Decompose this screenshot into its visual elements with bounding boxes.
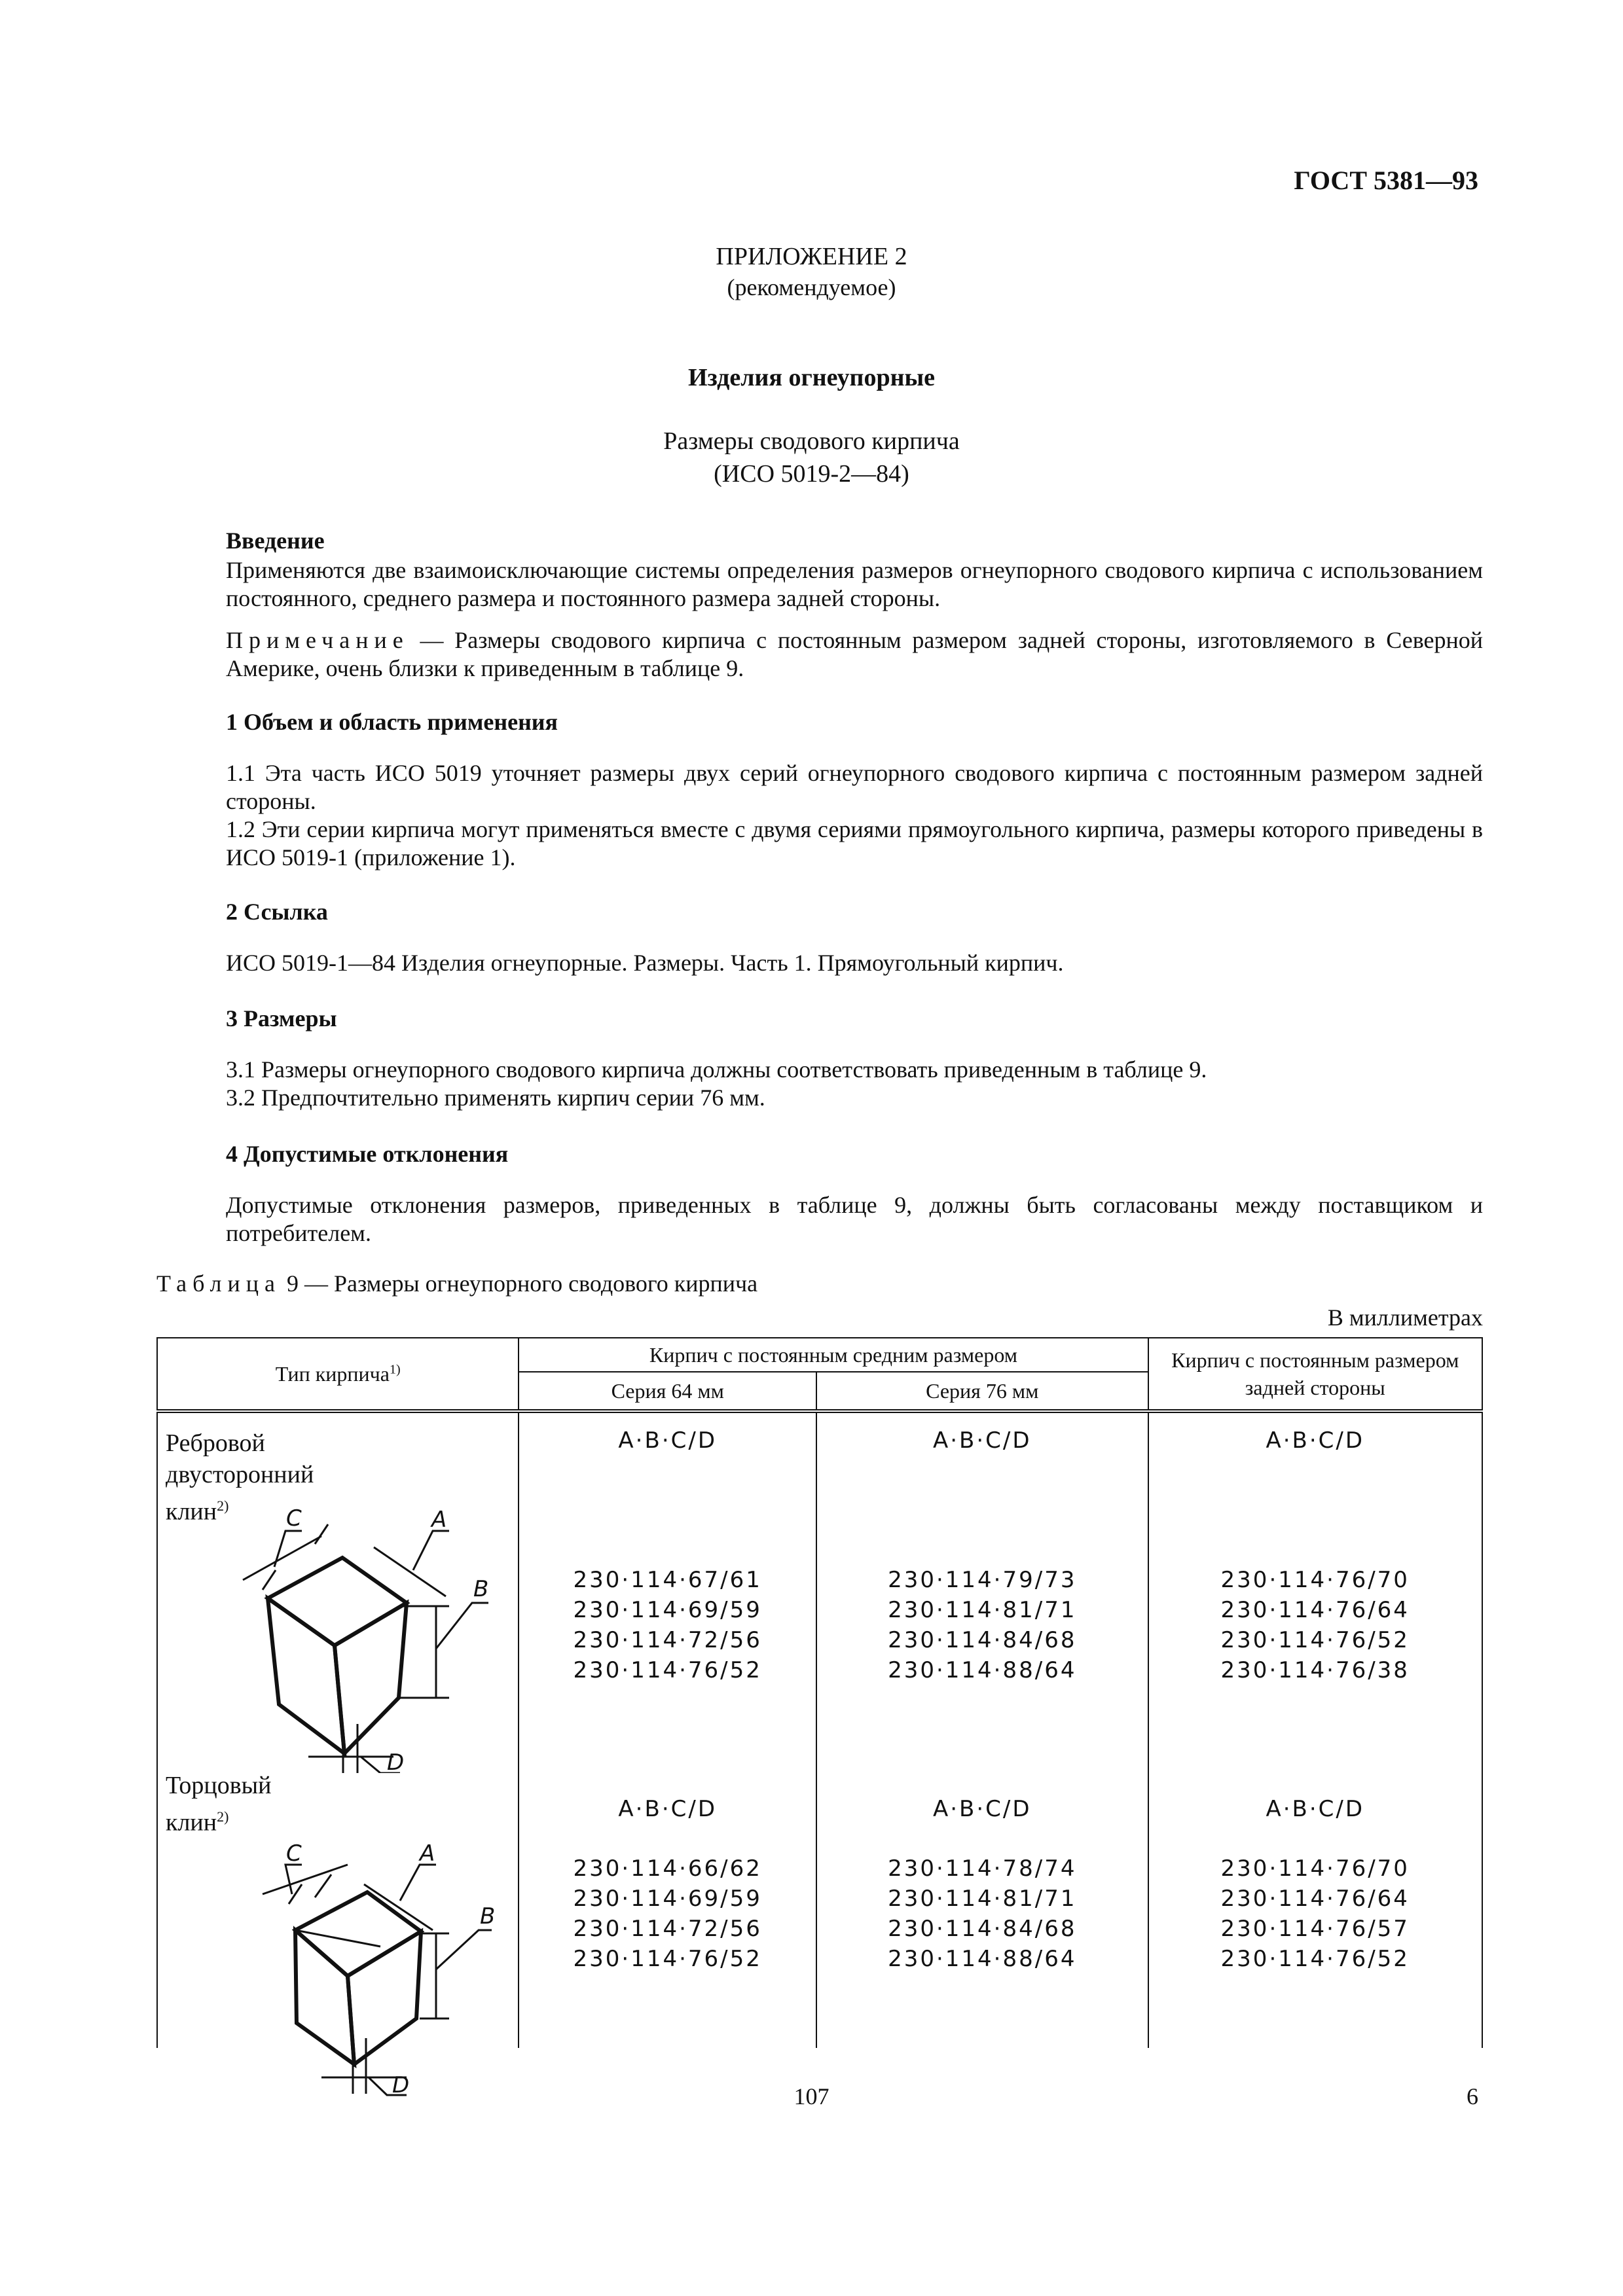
formula-label: A·B·C/D xyxy=(618,1796,717,1822)
note-text: — Размеры сводового кирпича с постоянным размером задней стороны, изготовляемого в Северной Америке, очень близки к приведенным в таблице 9. xyxy=(226,627,1483,681)
type-label: Торцовый клин$^{2)}$ xyxy=(166,1772,272,1837)
sheet-number: 6 xyxy=(1467,2083,1478,2109)
formula-label: A·B·C/D xyxy=(932,1427,1032,1454)
header-type: Тип кирпича$^{1)}$ xyxy=(157,1338,519,1411)
section-3-1: 3.1 Размеры огнеупорного сводового кирпича должны соответствовать приведенным в таблице 9. xyxy=(226,1056,1207,1083)
label-c: C xyxy=(286,1505,302,1532)
appendix-title: ПРИЛОЖЕНИЕ 2 xyxy=(716,243,907,270)
section-1-2: 1.2 Эти серии кирпича могут применяться вместе с двумя сериями прямоугольного кирпича, размеры которого приведены в ИСО 5019-1 (приложение 1). xyxy=(226,816,1483,870)
edge-wedge-diagram xyxy=(223,1498,511,1773)
values-list: 230·114·67/61 230·114·69/59 230·114·72/56 230·114·76/52 xyxy=(573,1567,762,1683)
label-a: A xyxy=(420,1840,435,1867)
caption-text: 9 — Размеры огнеупорного сводового кирпича xyxy=(280,1270,758,1297)
table-row xyxy=(157,1411,1482,1770)
cell-series-64 xyxy=(519,1411,816,1770)
values-list: 230·114·79/73 230·114·81/71 230·114·84/68 230·114·88/64 xyxy=(888,1567,1077,1683)
label-b: B xyxy=(473,1576,489,1602)
iso-reference: (ИСО 5019-2—84) xyxy=(714,460,909,488)
type-label: Ребровой двусторонний клин$^{2)}$ xyxy=(166,1429,314,1526)
table-caption xyxy=(156,1270,757,1297)
cell-series-76 xyxy=(816,1411,1148,1770)
values-list: 230·114·76/70 230·114·76/64 230·114·76/52 230·114·76/38 xyxy=(1220,1567,1410,1683)
formula-label: A·B·C/D xyxy=(1266,1427,1365,1454)
header-const-mean: Кирпич с постоянным средним размером xyxy=(519,1338,1148,1372)
formula-label: A·B·C/D xyxy=(1266,1796,1365,1822)
standard-number: ГОСТ 5381—93 xyxy=(1294,166,1478,195)
section-4-text: Допустимые отклонения размеров, приведенных в таблице 9, должны быть согласованы между поставщиком и потребителем. xyxy=(226,1192,1483,1246)
section-4-heading: 4 Допустимые отклонения xyxy=(226,1141,509,1167)
table-row xyxy=(157,1770,1482,2048)
note-label: Примечание xyxy=(226,627,409,653)
header-const-back: Кирпич с постоянным размером задней стороны xyxy=(1148,1338,1483,1411)
end-wedge-diagram xyxy=(223,1839,511,2100)
cell-const-back xyxy=(1148,1411,1483,1770)
values-list: 230·114·66/62 230·114·69/59 230·114·72/56 230·114·76/52 xyxy=(573,1856,762,1972)
section-3-2: 3.2 Предпочтительно применять кирпич серии 76 мм. xyxy=(226,1085,765,1111)
section-1-1: 1.1 Эта часть ИСО 5019 уточняет размеры двух серий огнеупорного сводового кирпича с постоянным размером задней стороны. xyxy=(226,760,1483,814)
cell-series-76 xyxy=(816,1770,1148,2048)
cell-series-64 xyxy=(519,1770,816,2048)
appendix-subtitle: (рекомендуемое) xyxy=(727,274,896,300)
header-series-76: Серия 76 мм xyxy=(816,1372,1148,1411)
intro-note xyxy=(226,626,1483,683)
doc-subtitle: Размеры сводового кирпича xyxy=(663,427,960,455)
doc-title: Изделия огнеупорные xyxy=(687,364,936,391)
formula-label: A·B·C/D xyxy=(618,1427,717,1454)
caption-label: Таблица xyxy=(156,1270,281,1297)
intro-paragraph: Применяются две взаимоисключающие системы определения размеров огнеупорного сводового кирпича с использованием постоянного, среднего размера и постоянного размера задней стороны. xyxy=(226,557,1483,611)
section-2-heading: 2 Ссылка xyxy=(226,899,328,925)
label-a: A xyxy=(431,1507,447,1533)
page-number: 107 xyxy=(793,2083,830,2109)
section-3-heading: 3 Размеры xyxy=(226,1005,337,1031)
row-type-end-wedge xyxy=(157,1770,519,2098)
label-b: B xyxy=(480,1903,496,1929)
label-c: C xyxy=(286,1840,302,1867)
section-1-heading: 1 Объем и область применения xyxy=(226,709,558,735)
intro-heading: Введение xyxy=(226,528,325,554)
table-units: В миллиметрах xyxy=(1327,1304,1483,1331)
values-list: 230·114·76/70 230·114·76/64 230·114·76/57 230·114·76/52 xyxy=(1220,1856,1410,1972)
section-2-text: ИСО 5019-1—84 Изделия огнеупорные. Размеры. Часть 1. Прямоугольный кирпич. xyxy=(226,950,1064,976)
header-series-64: Серия 64 мм xyxy=(519,1372,816,1411)
label-d: D xyxy=(392,2072,410,2098)
formula-label: A·B·C/D xyxy=(932,1796,1032,1822)
row-type-edge-wedge xyxy=(157,1411,519,1773)
cell-const-back xyxy=(1148,1770,1483,2048)
values-list: 230·114·78/74 230·114·81/71 230·114·84/68 230·114·88/64 xyxy=(888,1856,1077,1972)
label-d: D xyxy=(387,1749,405,1773)
